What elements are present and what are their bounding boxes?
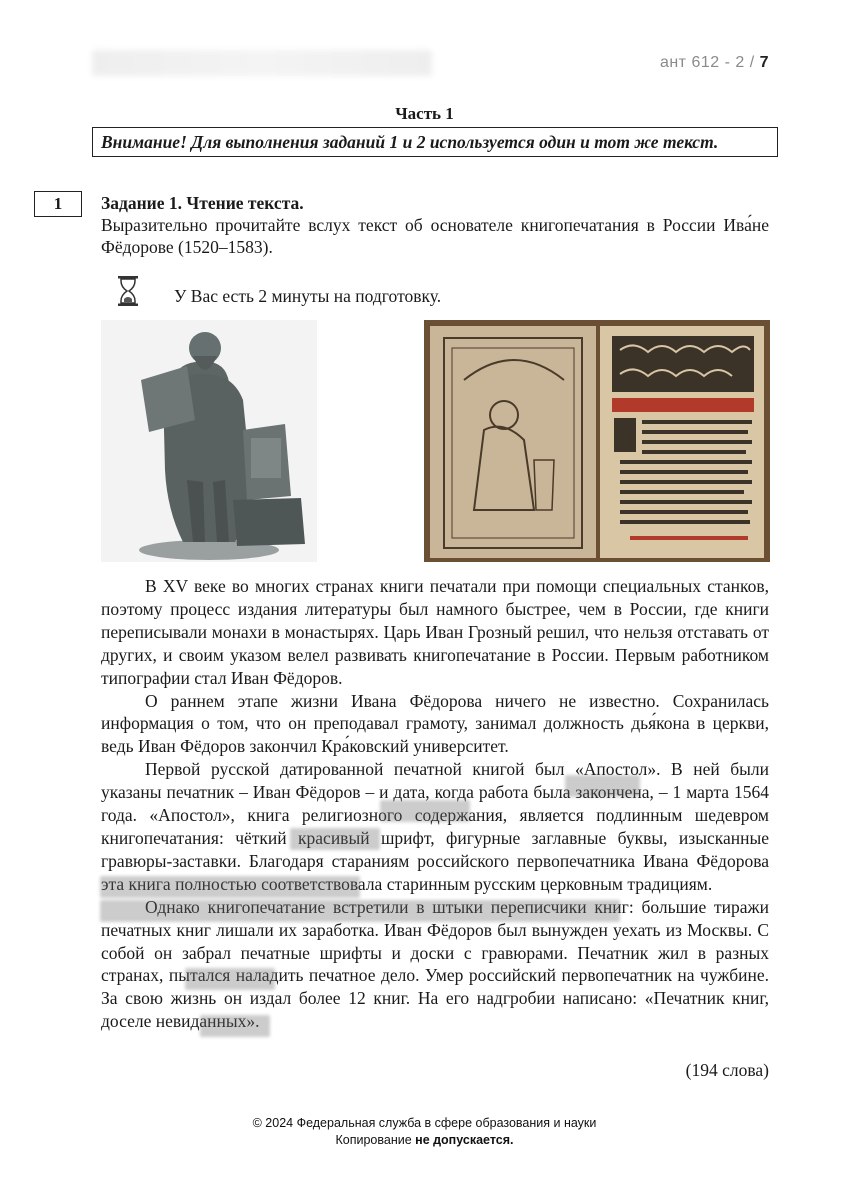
- reading-text: [101, 575, 769, 1033]
- word-count: (194 слова): [685, 1060, 769, 1080]
- prep-time-note: У Вас есть 2 минуты на подготовку.: [174, 286, 442, 306]
- paragraph-2: О раннем этапе жизни Ивана Фёдорова ничего не известно. Сохранилась информация о том, что он преподавал грамоту, занимал должность дья́кона в церкви, ведь Иван Фёдоров закончил Кра́ковский университет.: [101, 690, 769, 757]
- page-number: 7: [759, 54, 769, 71]
- footer-copyright: © 2024 Федеральная служба в сфере образования и науки: [252, 1116, 597, 1130]
- attention-box: Внимание! Для выполнения заданий 1 и 2 используется один и тот же текст.: [92, 127, 778, 157]
- task-title: Задание 1. Чтение текста.: [101, 193, 304, 213]
- paragraph-1: В XV веке во многих странах книги печатали при помощи специальных станков, поэтому процесс издания литературы был намного быстрее, чем в России, где книги переписывали монахи в монастырях. Царь Иван Грозный решил, что нельзя отставать от других, и своим указом велел развивать книгопечатание в России. Первым работником типографии стал Иван Фёдоров.: [101, 576, 769, 688]
- task-instruction: Выразительно прочитайте вслух текст об основателе книгопечатания в России Ива́не Фёдорове (1520–1583).: [101, 215, 769, 257]
- footer-copy-notice: [0, 1132, 849, 1149]
- footer: [0, 1115, 849, 1149]
- task-block: [101, 192, 769, 258]
- footer-copy-bold: не допускается.: [415, 1133, 514, 1147]
- paragraph-3: Первой русской датированной печатной книгой был «Апостол». В ней были указаны печатник – Иван Фёдоров – и дата, когда работа была закончена, – 1 марта 1564 года. «Апостол», книга религиозного содержания, является подлинным шедевром книгопечатания: чёткий красивый шрифт, фигурные заглавные буквы, изысканные гравюры-заставки. Благодаря стараниям российского первопечатника Ивана Фёдорова эта книга полностью соответствовала старинным русским церковным традициям.: [101, 759, 769, 894]
- variant-text: ант 612 - 2 /: [659, 54, 760, 71]
- variant-label: [660, 54, 769, 72]
- statue-image: [101, 320, 317, 562]
- part-title: Часть 1: [395, 104, 454, 123]
- footer-copy-prefix: Копирование: [335, 1133, 416, 1147]
- apostol-book-image: [424, 320, 770, 562]
- hourglass-icon: [117, 275, 139, 307]
- blurred-header: [92, 50, 432, 76]
- task-number-box: 1: [34, 191, 82, 217]
- paragraph-4: Однако книгопечатание встретили в штыки переписчики книг: большие тиражи печатных книг лишали их заработка. Иван Фёдоров был вынужден уехать из Москвы. С собой он забрал печатные шрифты и доски с гравюрами. Печатник жил в разных странах, пытался наладить печатное дело. Умер российский первопечатник на чужбине. За свою жизнь он издал более 12 книг. На его надгробии написано: «Печатник книг, доселе невиданных».: [101, 896, 769, 1032]
